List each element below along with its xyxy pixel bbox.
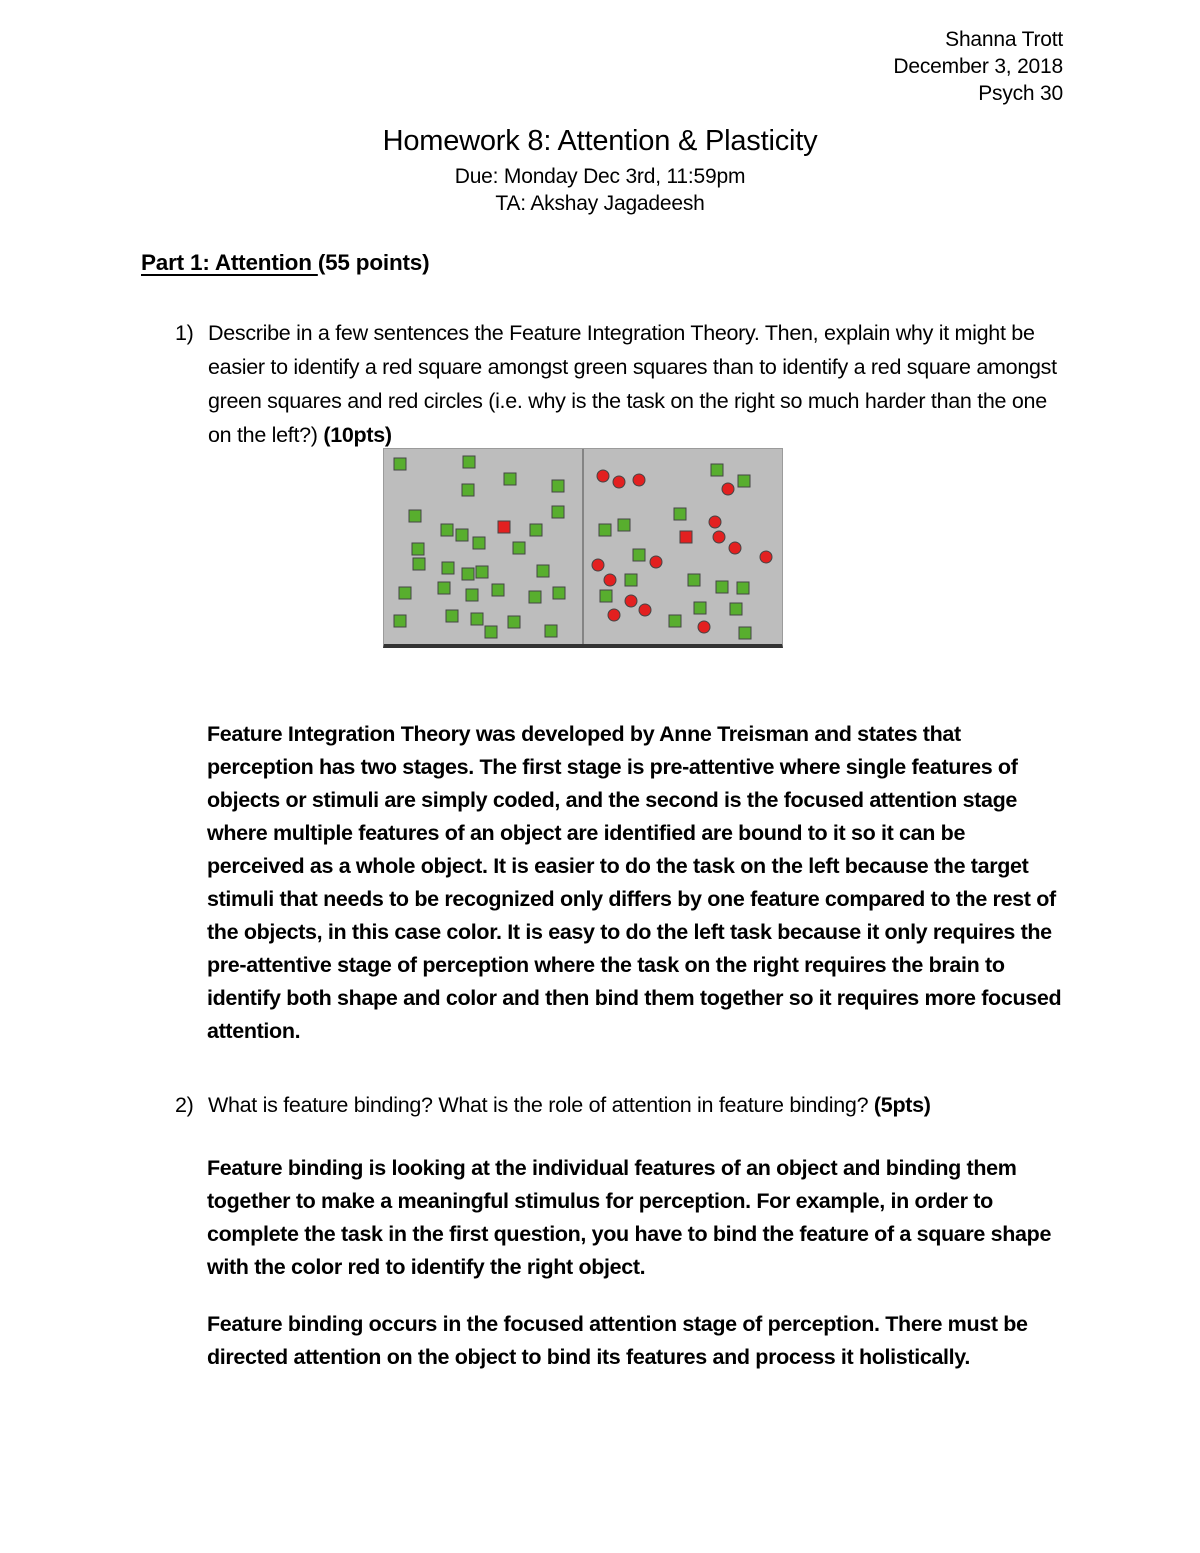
question-2-number: 2) bbox=[175, 1093, 194, 1117]
question-1-text bbox=[208, 316, 1066, 452]
red-circle bbox=[712, 530, 725, 543]
document-title: Homework 8: Attention & Plasticity bbox=[382, 125, 818, 157]
green-square bbox=[529, 590, 542, 603]
red-circle bbox=[709, 516, 722, 529]
green-square bbox=[492, 583, 505, 596]
green-square bbox=[529, 524, 542, 537]
green-square bbox=[513, 541, 526, 554]
green-square bbox=[625, 573, 638, 586]
question-2-points: (5pts) bbox=[873, 1093, 931, 1117]
document-header bbox=[893, 26, 1063, 107]
question-1 bbox=[175, 316, 1066, 452]
question-1-number: 1) bbox=[175, 321, 194, 345]
red-circle bbox=[597, 470, 610, 483]
green-square bbox=[669, 614, 682, 627]
green-square bbox=[471, 613, 484, 626]
green-square bbox=[438, 582, 451, 595]
green-square bbox=[618, 518, 631, 531]
green-square bbox=[711, 464, 724, 477]
section-heading-underlined: Part 1: Attention bbox=[141, 250, 318, 275]
green-square bbox=[413, 557, 426, 570]
question-2-body: What is feature binding? What is the role of attention in feature binding? bbox=[208, 1093, 874, 1117]
red-circle bbox=[592, 559, 605, 572]
green-square bbox=[599, 524, 612, 537]
green-square bbox=[394, 458, 407, 471]
question-2-text bbox=[208, 1088, 1066, 1122]
green-square bbox=[445, 610, 458, 623]
red-circle bbox=[697, 620, 710, 633]
green-square bbox=[504, 472, 517, 485]
green-square bbox=[461, 567, 474, 580]
red-circle bbox=[650, 556, 663, 569]
answer-1: Feature Integration Theory was developed by Anne Treisman and states that perception has two stages. The first stage is pre-attentive where single features of objects or stimuli are simply coded, and the second is the focused attention stage where multiple features of an object are identified are bound to it so it can be perceived as a whole object. It is easier to do the task on the left because the target stimuli that needs to be recognized only differs by one feature compared to the rest of the objects, in this case color. It is easy to do the left task because it only requires the pre-attentive stage of perception where the task on the right requires the brain to identify both shape and color and then bind them together so it requires more focused attention. bbox=[207, 722, 1062, 1043]
green-square bbox=[441, 524, 454, 537]
question-1-points: (10pts) bbox=[323, 423, 392, 447]
red-circle bbox=[608, 608, 621, 621]
green-square bbox=[508, 615, 521, 628]
green-square bbox=[536, 565, 549, 578]
answer-2-paragraph-1: Feature binding is looking at the individual features of an object and binding them together to make a meaningful stimulus for perception. For example, in order to complete the task in the first question, you have to bind the feature of a square shape with the color red to identify the right object. bbox=[207, 1156, 1052, 1279]
red-circle bbox=[728, 541, 741, 554]
red-circle bbox=[760, 551, 773, 564]
red-circle bbox=[624, 594, 637, 607]
red-circle bbox=[613, 475, 626, 488]
green-square bbox=[632, 548, 645, 561]
section-heading bbox=[141, 250, 429, 276]
document-date: December 3, 2018 bbox=[893, 55, 1063, 78]
red-circle bbox=[632, 474, 645, 487]
ta-line: TA: Akshay Jagadeesh bbox=[495, 192, 705, 215]
green-square bbox=[408, 509, 421, 522]
course-name: Psych 30 bbox=[978, 82, 1063, 105]
green-square bbox=[442, 561, 455, 574]
green-square bbox=[599, 589, 612, 602]
author-name: Shanna Trott bbox=[945, 28, 1063, 51]
green-square bbox=[737, 475, 750, 488]
green-square bbox=[412, 542, 425, 555]
red-square bbox=[497, 520, 510, 533]
red-circle bbox=[722, 482, 735, 495]
green-square bbox=[465, 589, 478, 602]
green-square bbox=[455, 528, 468, 541]
green-square bbox=[463, 455, 476, 468]
green-square bbox=[715, 581, 728, 594]
due-date-line: Due: Monday Dec 3rd, 11:59pm bbox=[454, 165, 746, 188]
section-heading-points: (55 points) bbox=[317, 250, 430, 275]
question-1-body: Describe in a few sentences the Feature Integration Theory. Then, explain why it might be easier to identify a red square amongst green squares than to identify a red square amongst green squares and red circles (i.e. why is the task on the right so much harder than the one on the left?) bbox=[208, 321, 1057, 447]
red-circle bbox=[638, 604, 651, 617]
green-square bbox=[394, 615, 407, 628]
red-square bbox=[680, 530, 693, 543]
green-square bbox=[552, 505, 565, 518]
green-square bbox=[484, 626, 497, 639]
visual-search-figure bbox=[383, 448, 783, 648]
green-square bbox=[674, 507, 687, 520]
green-square bbox=[552, 586, 565, 599]
red-circle bbox=[603, 573, 616, 586]
figure-left-panel bbox=[384, 449, 582, 644]
green-square bbox=[462, 483, 475, 496]
green-square bbox=[694, 601, 707, 614]
green-square bbox=[729, 602, 742, 615]
green-square bbox=[473, 536, 486, 549]
green-square bbox=[688, 573, 701, 586]
answer-2-paragraph-2: Feature binding occurs in the focused attention stage of perception. There must be directed attention on the object to bind its features and process it holistically. bbox=[207, 1312, 1028, 1369]
green-square bbox=[551, 480, 564, 493]
green-square bbox=[739, 626, 752, 639]
green-square bbox=[544, 624, 557, 637]
green-square bbox=[475, 565, 488, 578]
green-square bbox=[398, 587, 411, 600]
green-square bbox=[736, 582, 749, 595]
figure-right-panel bbox=[584, 449, 782, 644]
question-2 bbox=[175, 1088, 1066, 1122]
